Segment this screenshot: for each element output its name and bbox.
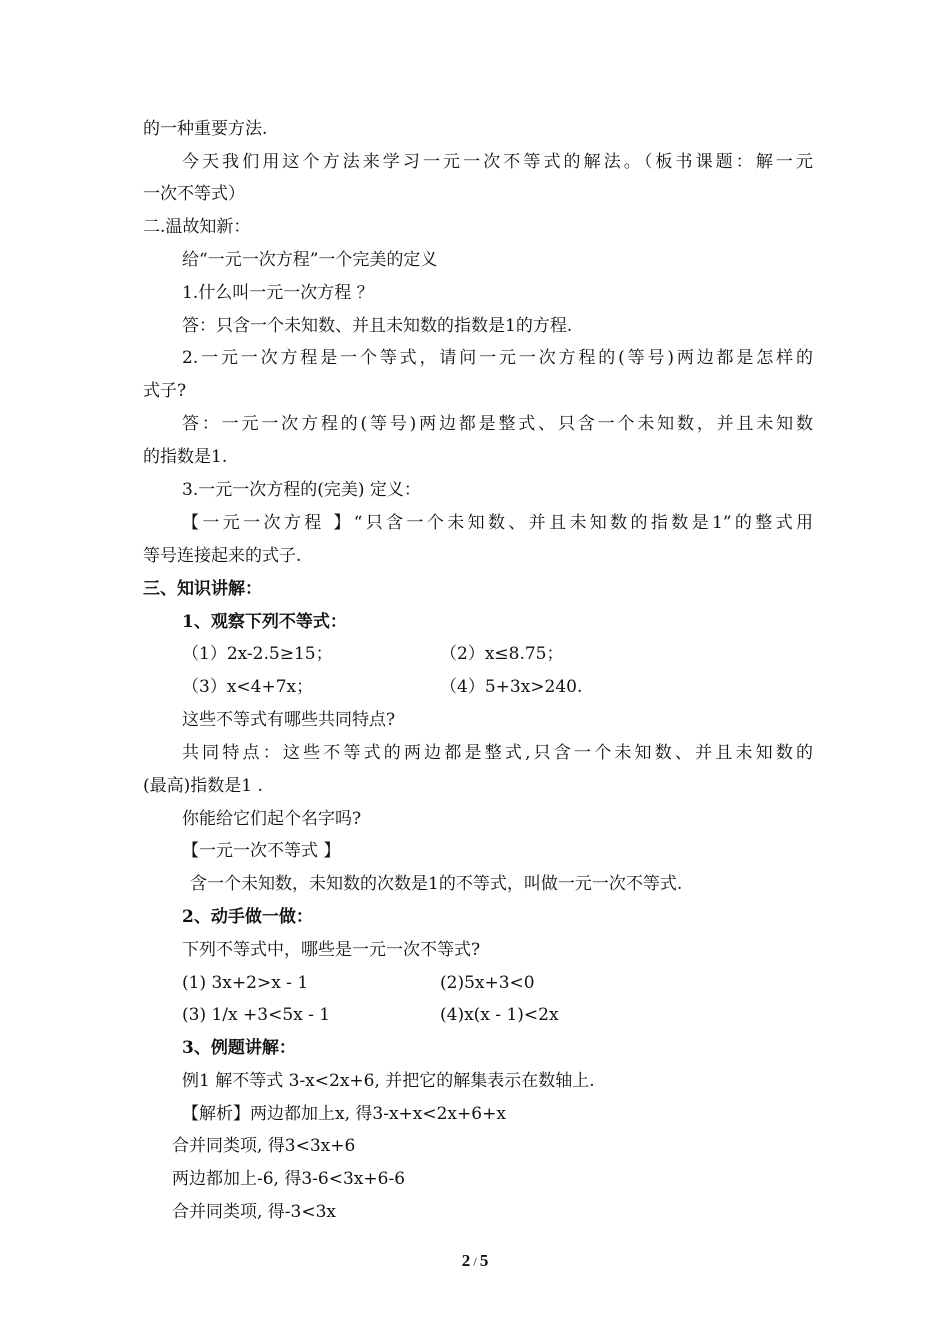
exercise-item: (3) 1/x +3<5x - 1 (182, 1005, 331, 1025)
solution-step: 【解析】两边都加上x, 得3-x+x<2x+6+x (182, 1104, 506, 1124)
exercise-item: (4)x(x - 1)<2x (440, 1005, 559, 1025)
term-label: 【一元一次不等式 】 (182, 841, 341, 861)
page-number (0, 1251, 950, 1271)
answer: (最高)指数是1 . (143, 776, 263, 796)
subsection-heading: 3、例题讲解： (182, 1038, 296, 1058)
question: 你能给它们起个名字吗? (182, 809, 362, 829)
question: 3.一元一次方程的(完美) 定义： (182, 480, 421, 500)
definition: 等号连接起来的式子. (143, 546, 302, 566)
solution-step: 合并同类项, 得3<3x+6 (172, 1136, 356, 1156)
page-separator: / (473, 1254, 477, 1269)
current-page: 2 (461, 1251, 471, 1270)
solution-step: 两边都加上-6, 得3-6<3x+6-6 (172, 1169, 406, 1189)
exercise-item: (1) 3x+2>x - 1 (182, 973, 309, 993)
inequality-item: （4）5+3x>240. (440, 677, 583, 697)
section-heading: 二.温故知新： (143, 217, 251, 237)
question: 下列不等式中，哪些是一元一次不等式? (182, 940, 481, 960)
question: 2.一元一次方程是一个等式，请问一元一次方程的(等号)两边都是怎样的 (182, 348, 813, 368)
text-line: 的一种重要方法. (143, 119, 268, 139)
definition: 含一个未知数，未知数的次数是1的不等式，叫做一元一次不等式. (190, 874, 683, 894)
answer: 答：一元一次方程的(等号)两边都是整式、只含一个未知数，并且未知数 (182, 414, 813, 434)
text-line: 今天我们用这个方法来学习一元一次不等式的解法。（板书课题：解一元 (182, 152, 813, 172)
answer: 答：只含一个未知数、并且未知数的指数是1的方程. (182, 316, 573, 336)
subsection-heading: 1、观察下列不等式： (182, 612, 347, 632)
question: 式子? (143, 381, 187, 401)
total-pages: 5 (479, 1251, 489, 1270)
text-line: 给“一元一次方程”一个完美的定义 (182, 250, 438, 270)
answer: 的指数是1. (143, 447, 228, 467)
inequality-item: （1）2x-2.5≥15； (182, 644, 333, 664)
exercise-item: (2)5x+3<0 (440, 973, 535, 993)
question: 1.什么叫一元一次方程 ？ (182, 283, 374, 303)
question: 这些不等式有哪些共同特点? (182, 710, 396, 730)
text-line: 一次不等式） (143, 184, 245, 204)
subsection-heading: 2、动手做一做： (182, 907, 313, 927)
inequality-item: （2）x≤8.75； (440, 644, 564, 664)
example-problem: 例1 解不等式 3-x<2x+6, 并把它的解集表示在数轴上. (182, 1071, 595, 1091)
answer: 共同特点：这些不等式的两边都是整式,只含一个未知数、并且未知数的 (182, 743, 813, 763)
inequality-item: （3）x<4+7x； (182, 677, 314, 697)
section-heading: 三、知识讲解： (143, 579, 262, 599)
definition: 【一元一次方程 】“只含一个未知数、并且未知数的指数是1”的整式用 (182, 513, 813, 533)
solution-step: 合并同类项, 得-3<3x (172, 1202, 337, 1222)
